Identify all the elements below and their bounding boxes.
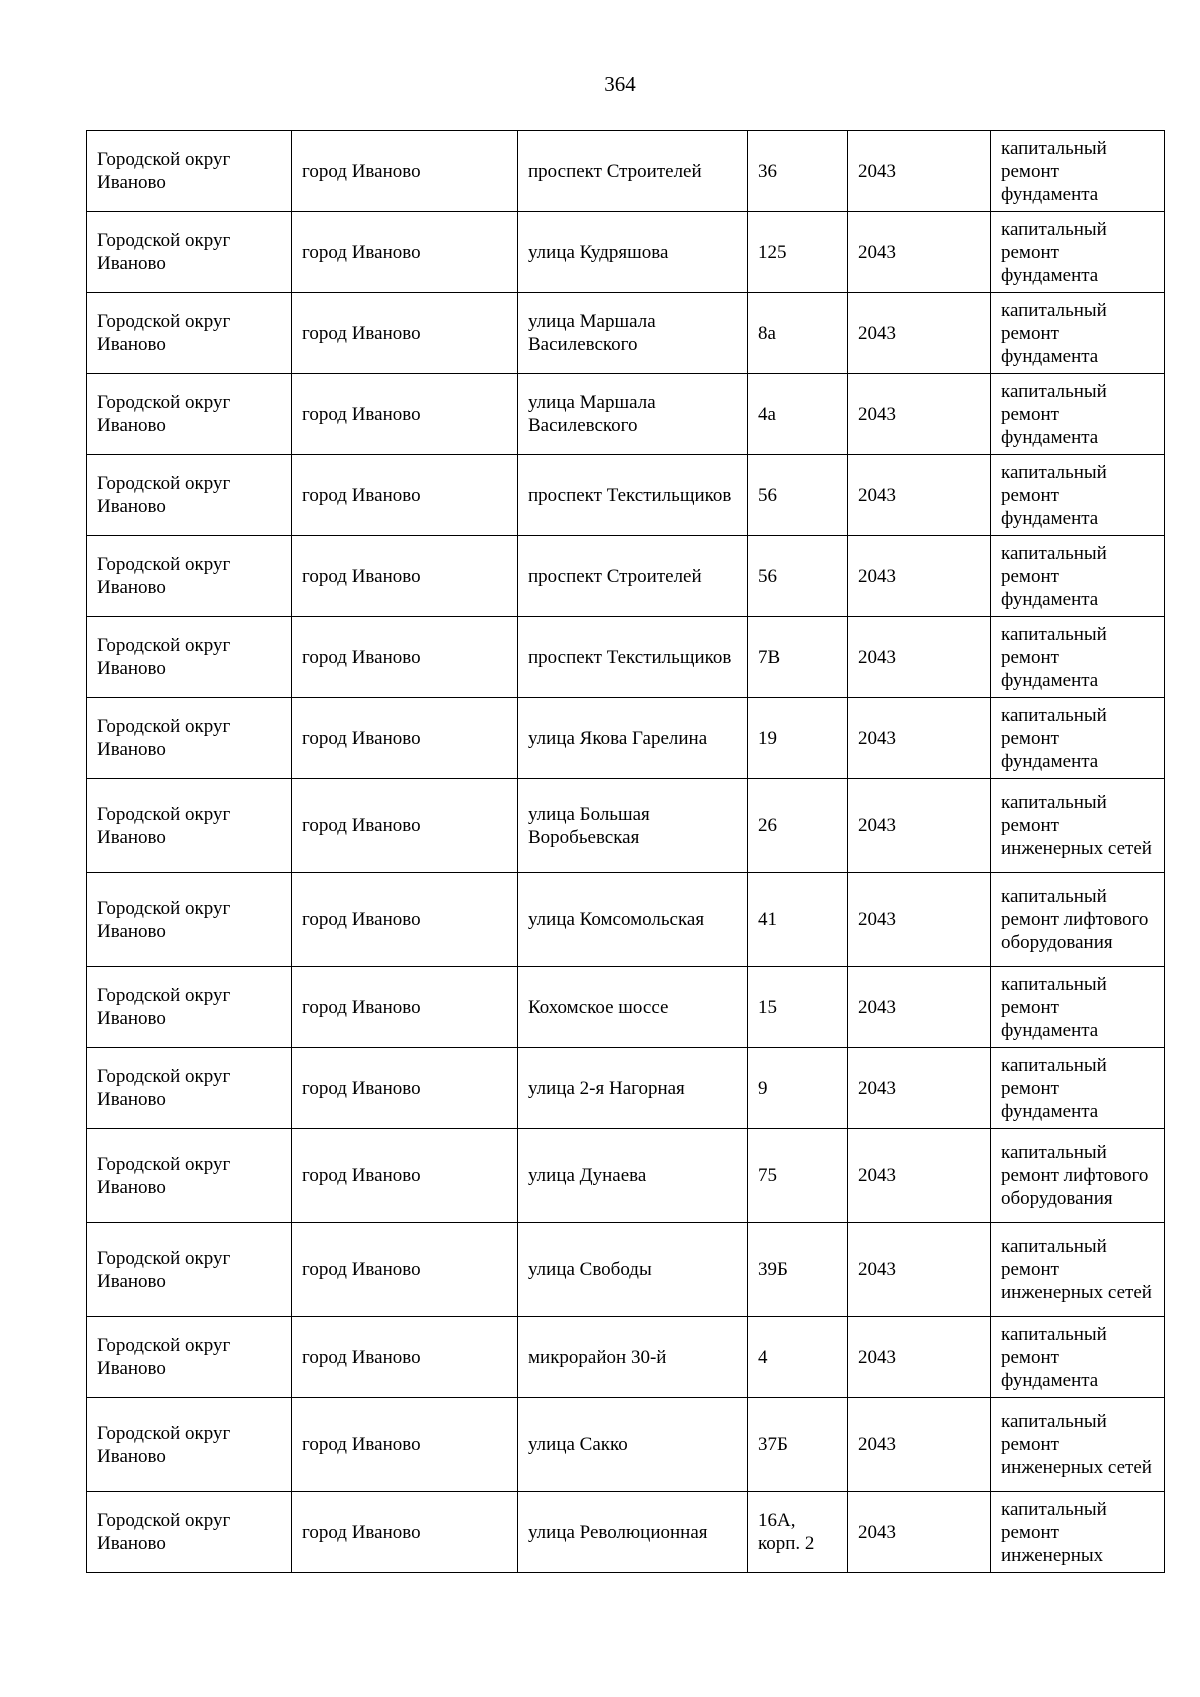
locality-cell (292, 293, 518, 374)
year-cell (848, 131, 991, 212)
district-text: Городской округ Иваново (97, 473, 231, 517)
street-text: улица Свободы (528, 1259, 652, 1280)
work-type-text: капитальный ремонт инженерных сетей (1001, 792, 1152, 859)
district-text: Городской округ Иваново (97, 1247, 231, 1292)
locality-text: город Иваново (302, 1521, 421, 1543)
year-cell (848, 1398, 991, 1492)
house-number-cell (748, 1223, 848, 1317)
street-text: улица Революционная (528, 1521, 708, 1543)
work-type-cell (991, 967, 1165, 1048)
locality-cell (292, 617, 518, 698)
locality-cell (292, 1129, 518, 1223)
district-text: Городской округ Иваново (97, 716, 231, 760)
street-cell (518, 1129, 748, 1223)
district-cell (87, 617, 292, 698)
house-number-cell (748, 617, 848, 698)
work-type-cell (991, 1492, 1165, 1573)
street-text: улица Кудряшова (528, 241, 669, 263)
street-text: проспект Строителей (528, 160, 702, 182)
year-cell (848, 536, 991, 617)
year-cell (848, 967, 991, 1048)
district-text: Городской округ Иваново (97, 897, 231, 942)
table-row (87, 131, 1165, 212)
district-cell (87, 131, 292, 212)
street-text: проспект Текстильщиков (528, 484, 732, 506)
street-cell (518, 374, 748, 455)
work-type-cell (991, 1223, 1165, 1317)
locality-cell (292, 967, 518, 1048)
locality-cell (292, 212, 518, 293)
house-number-cell (748, 1048, 848, 1129)
house-number-cell (748, 873, 848, 967)
street-cell (518, 1048, 748, 1129)
district-cell (87, 293, 292, 374)
locality-text: город Иваново (302, 241, 421, 263)
work-type-text: капитальный ремонт фундамента (1001, 542, 1107, 610)
locality-text: город Иваново (302, 1434, 421, 1455)
district-cell (87, 698, 292, 779)
locality-text: город Иваново (302, 322, 421, 344)
table-body (87, 131, 1165, 1573)
house-number-text: 56 (758, 565, 777, 587)
house-number-text: 26 (758, 815, 777, 836)
district-text: Городской округ Иваново (97, 635, 231, 679)
house-number-cell (748, 131, 848, 212)
street-text: улица Маршала Василевского (528, 311, 656, 355)
year-cell (848, 779, 991, 873)
street-cell (518, 617, 748, 698)
district-text: Городской округ Иваново (97, 1422, 231, 1467)
year-cell (848, 293, 991, 374)
table-row (87, 779, 1165, 873)
street-text: проспект Текстильщиков (528, 646, 732, 668)
district-cell (87, 1129, 292, 1223)
table-row (87, 1317, 1165, 1398)
house-number-text: 9 (758, 1077, 768, 1099)
district-cell (87, 1048, 292, 1129)
locality-cell (292, 1492, 518, 1573)
year-text: 2043 (858, 1259, 896, 1280)
year-cell (848, 455, 991, 536)
house-number-text: 56 (758, 484, 777, 506)
work-type-cell (991, 873, 1165, 967)
house-number-cell (748, 779, 848, 873)
locality-text: город Иваново (302, 403, 421, 425)
house-number-cell (748, 1129, 848, 1223)
year-cell (848, 1317, 991, 1398)
year-text: 2043 (858, 1165, 896, 1186)
year-cell (848, 1223, 991, 1317)
page-number: 364 (604, 72, 636, 96)
table-row (87, 536, 1165, 617)
year-cell (848, 617, 991, 698)
year-cell (848, 1048, 991, 1129)
work-type-text: капитальный ремонт фундамента (1001, 1323, 1107, 1391)
year-cell (848, 212, 991, 293)
work-type-text: капитальный ремонт фундамента (1001, 461, 1107, 529)
house-number-text: 19 (758, 727, 777, 749)
year-text: 2043 (858, 484, 896, 506)
work-type-cell (991, 1398, 1165, 1492)
street-text: улица Комсомольская (528, 909, 705, 930)
year-text: 2043 (858, 403, 896, 425)
table-row (87, 967, 1165, 1048)
district-text: Городской округ Иваново (97, 985, 231, 1029)
house-number-cell (748, 1317, 848, 1398)
street-text: улица Якова Гарелина (528, 727, 708, 749)
district-text: Городской округ Иваново (97, 392, 231, 436)
work-type-text: капитальный ремонт инженерных сетей (1001, 1236, 1152, 1303)
year-text: 2043 (858, 815, 896, 836)
work-type-text: капитальный ремонт фундамента (1001, 1054, 1107, 1122)
house-number-text: 39Б (758, 1259, 788, 1280)
district-text: Городской округ Иваново (97, 554, 231, 598)
work-type-cell (991, 1048, 1165, 1129)
locality-cell (292, 455, 518, 536)
locality-cell (292, 1048, 518, 1129)
house-number-cell (748, 1398, 848, 1492)
district-cell (87, 779, 292, 873)
year-cell (848, 698, 991, 779)
year-text: 2043 (858, 322, 896, 344)
street-cell (518, 1317, 748, 1398)
street-text: улица Сакко (528, 1434, 628, 1455)
year-text: 2043 (858, 909, 896, 930)
house-number-text: 37Б (758, 1434, 788, 1455)
locality-cell (292, 873, 518, 967)
table-row (87, 1223, 1165, 1317)
work-type-cell (991, 1317, 1165, 1398)
street-text: улица 2-я Нагорная (528, 1077, 685, 1099)
street-cell (518, 967, 748, 1048)
street-text: улица Маршала Василевского (528, 392, 656, 436)
street-cell (518, 698, 748, 779)
house-number-text: 125 (758, 241, 787, 263)
work-type-text: капитальный ремонт фундамента (1001, 137, 1107, 205)
table-row (87, 617, 1165, 698)
table-row (87, 1048, 1165, 1129)
district-cell (87, 1317, 292, 1398)
year-text: 2043 (858, 241, 896, 263)
district-text: Городской округ Иваново (97, 149, 231, 193)
work-type-cell (991, 455, 1165, 536)
district-cell (87, 1223, 292, 1317)
table-row (87, 1492, 1165, 1573)
year-text: 2043 (858, 996, 896, 1018)
work-type-cell (991, 1129, 1165, 1223)
locality-text: город Иваново (302, 484, 421, 506)
table-row (87, 1129, 1165, 1223)
street-cell (518, 1223, 748, 1317)
district-text: Городской округ Иваново (97, 1510, 231, 1554)
street-text: Кохомское шоссе (528, 996, 669, 1018)
locality-text: город Иваново (302, 909, 421, 930)
table-row (87, 212, 1165, 293)
house-number-text: 16А, корп. 2 (758, 1510, 815, 1554)
district-cell (87, 1398, 292, 1492)
house-number-cell (748, 536, 848, 617)
locality-text: город Иваново (302, 1165, 421, 1186)
work-type-text: капитальный ремонт фундамента (1001, 623, 1107, 691)
work-type-cell (991, 374, 1165, 455)
year-text: 2043 (858, 1346, 896, 1368)
house-number-cell (748, 293, 848, 374)
year-text: 2043 (858, 1521, 896, 1543)
year-cell (848, 374, 991, 455)
street-cell (518, 293, 748, 374)
district-cell (87, 374, 292, 455)
work-type-text: капитальный ремонт лифтового оборудования (1001, 1142, 1149, 1209)
street-cell (518, 1398, 748, 1492)
year-text: 2043 (858, 727, 896, 749)
work-type-text: капитальный ремонт фундамента (1001, 704, 1107, 772)
locality-cell (292, 1223, 518, 1317)
work-type-text: капитальный ремонт фундамента (1001, 973, 1107, 1041)
locality-cell (292, 698, 518, 779)
locality-cell (292, 1317, 518, 1398)
district-cell (87, 1492, 292, 1573)
house-number-text: 75 (758, 1165, 777, 1186)
locality-text: город Иваново (302, 996, 421, 1018)
street-cell (518, 1492, 748, 1573)
house-number-cell (748, 455, 848, 536)
district-text: Городской округ Иваново (97, 1153, 231, 1198)
street-cell (518, 536, 748, 617)
district-text: Городской округ Иваново (97, 1335, 231, 1379)
street-cell (518, 779, 748, 873)
year-text: 2043 (858, 1077, 896, 1099)
year-cell (848, 873, 991, 967)
locality-text: город Иваново (302, 727, 421, 749)
work-type-cell (991, 617, 1165, 698)
house-number-text: 4а (758, 403, 776, 425)
work-type-cell (991, 779, 1165, 873)
year-cell (848, 1492, 991, 1573)
table-row (87, 455, 1165, 536)
house-number-text: 41 (758, 909, 777, 930)
street-text: микрорайон 30-й (528, 1346, 667, 1368)
capital-repair-table (86, 130, 1165, 1573)
district-cell (87, 967, 292, 1048)
locality-cell (292, 536, 518, 617)
locality-cell (292, 1398, 518, 1492)
work-type-text: капитальный ремонт фундамента (1001, 299, 1107, 367)
street-text: улица Большая Воробьевская (528, 803, 650, 848)
district-text: Городской округ Иваново (97, 1066, 231, 1110)
year-cell (848, 1129, 991, 1223)
house-number-text: 7В (758, 646, 781, 668)
locality-cell (292, 374, 518, 455)
work-type-text: капитальный ремонт инженерных (1001, 1498, 1107, 1566)
house-number-text: 36 (758, 160, 777, 182)
district-cell (87, 536, 292, 617)
district-cell (87, 873, 292, 967)
house-number-cell (748, 1492, 848, 1573)
table-row (87, 293, 1165, 374)
work-type-cell (991, 293, 1165, 374)
district-text: Городской округ Иваново (97, 230, 231, 274)
locality-text: город Иваново (302, 160, 421, 182)
locality-text: город Иваново (302, 565, 421, 587)
table-row (87, 873, 1165, 967)
table-row (87, 1398, 1165, 1492)
work-type-text: капитальный ремонт фундамента (1001, 380, 1107, 448)
street-cell (518, 212, 748, 293)
district-text: Городской округ Иваново (97, 311, 231, 355)
locality-text: город Иваново (302, 1077, 421, 1099)
house-number-cell (748, 967, 848, 1048)
work-type-text: капитальный ремонт фундамента (1001, 218, 1107, 286)
house-number-text: 4 (758, 1346, 768, 1368)
house-number-cell (748, 698, 848, 779)
house-number-text: 15 (758, 996, 777, 1018)
locality-text: город Иваново (302, 1259, 421, 1280)
house-number-text: 8а (758, 322, 776, 344)
work-type-cell (991, 212, 1165, 293)
year-text: 2043 (858, 646, 896, 668)
district-cell (87, 212, 292, 293)
district-text: Городской округ Иваново (97, 803, 231, 848)
street-text: улица Дунаева (528, 1165, 647, 1186)
locality-cell (292, 131, 518, 212)
work-type-text: капитальный ремонт лифтового оборудования (1001, 886, 1149, 953)
year-text: 2043 (858, 565, 896, 587)
locality-text: город Иваново (302, 1346, 421, 1368)
work-type-cell (991, 536, 1165, 617)
work-type-cell (991, 131, 1165, 212)
year-text: 2043 (858, 1434, 896, 1455)
house-number-cell (748, 374, 848, 455)
locality-cell (292, 779, 518, 873)
work-type-cell (991, 698, 1165, 779)
street-cell (518, 455, 748, 536)
locality-text: город Иваново (302, 646, 421, 668)
table-row (87, 698, 1165, 779)
table-row (87, 374, 1165, 455)
district-cell (87, 455, 292, 536)
year-text: 2043 (858, 160, 896, 182)
street-cell (518, 131, 748, 212)
house-number-cell (748, 212, 848, 293)
locality-text: город Иваново (302, 815, 421, 836)
street-text: проспект Строителей (528, 565, 702, 587)
work-type-text: капитальный ремонт инженерных сетей (1001, 1411, 1152, 1478)
street-cell (518, 873, 748, 967)
